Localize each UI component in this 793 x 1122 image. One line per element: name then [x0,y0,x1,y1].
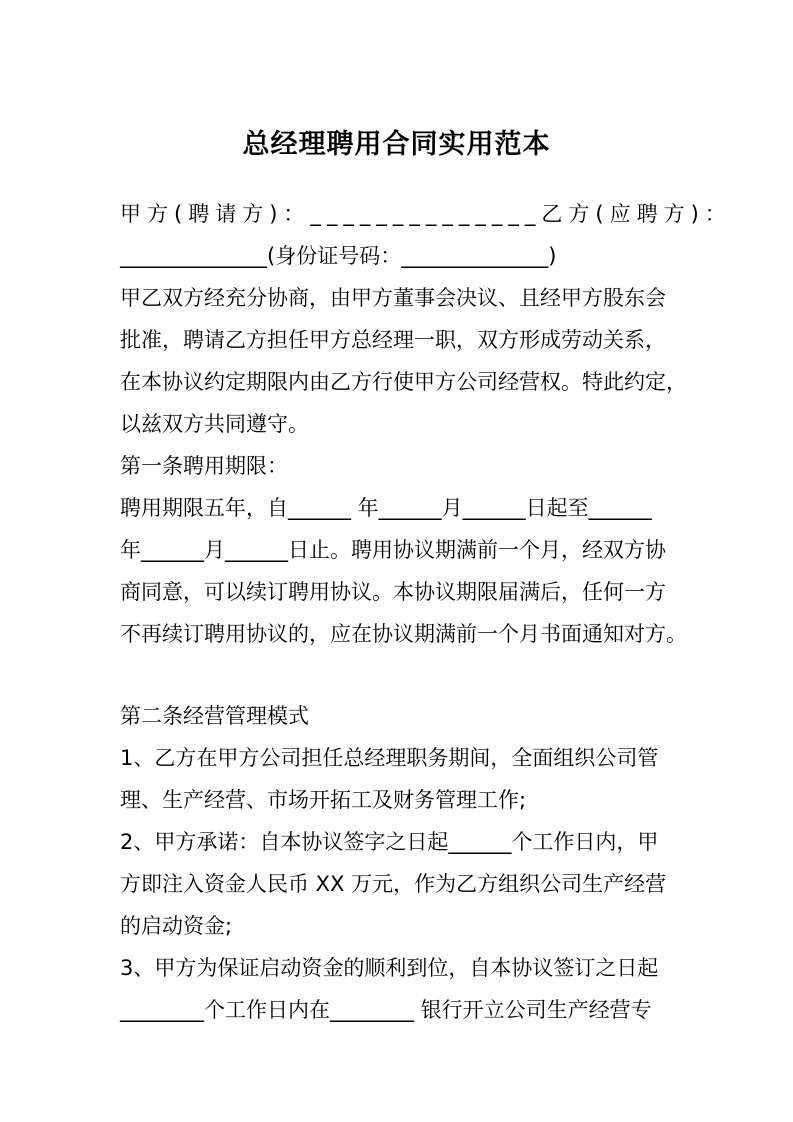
body-line: 1、乙方在甲方公司担任总经理职务期间，全面组织公司管 [120,746,659,770]
document-title: 总经理聘用合同实用范本 [242,129,551,160]
body-line: 2、甲方承诺：自本协议签字之日起______个工作日内，甲 [120,830,659,854]
body-line: 以兹双方共同遵守。 [120,412,309,436]
body-line: 聘用期限五年，自______ 年______月______日起至______ [120,496,652,520]
body-line: 商同意，可以续订聘用协议。本协议期限届满后，任何一方 [120,580,666,604]
body-line: 批准，聘请乙方担任甲方总经理一职，双方形成劳动关系， [120,328,666,352]
body-line: 在本协议约定期限内由乙方行使甲方公司经营权。特此约定， [120,370,687,394]
body-line: 方即注入资金人民币 XX 万元，作为乙方组织公司生产经营 [120,872,667,896]
party-line: 甲方(聘请方)：______________乙方(应聘方)： [120,202,732,226]
body-line: 3、甲方为保证启动资金的顺利到位，自本协议签订之日起 [120,956,659,980]
body-line: ________个工作日内在________ 银行开立公司生产经营专 [120,998,652,1022]
body-line: 的启动资金; [120,914,233,938]
body-line: 年______月______日止。聘用协议期满前一个月，经双方协 [120,538,666,562]
body-line: 甲乙双方经充分协商，由甲方董事会决议、且经甲方股东会 [120,286,666,310]
section-heading: 第二条经营管理模式 [120,704,309,728]
id-number-line: ______________(身份证号码：______________) [120,244,557,268]
body-line: 不再续订聘用协议的，应在协议期满前一个月书面通知对方。 [120,622,687,646]
body-line: 理、生产经营、市场开拓工及财务管理工作; [120,788,527,812]
section-heading: 第一条聘用期限： [120,454,288,478]
